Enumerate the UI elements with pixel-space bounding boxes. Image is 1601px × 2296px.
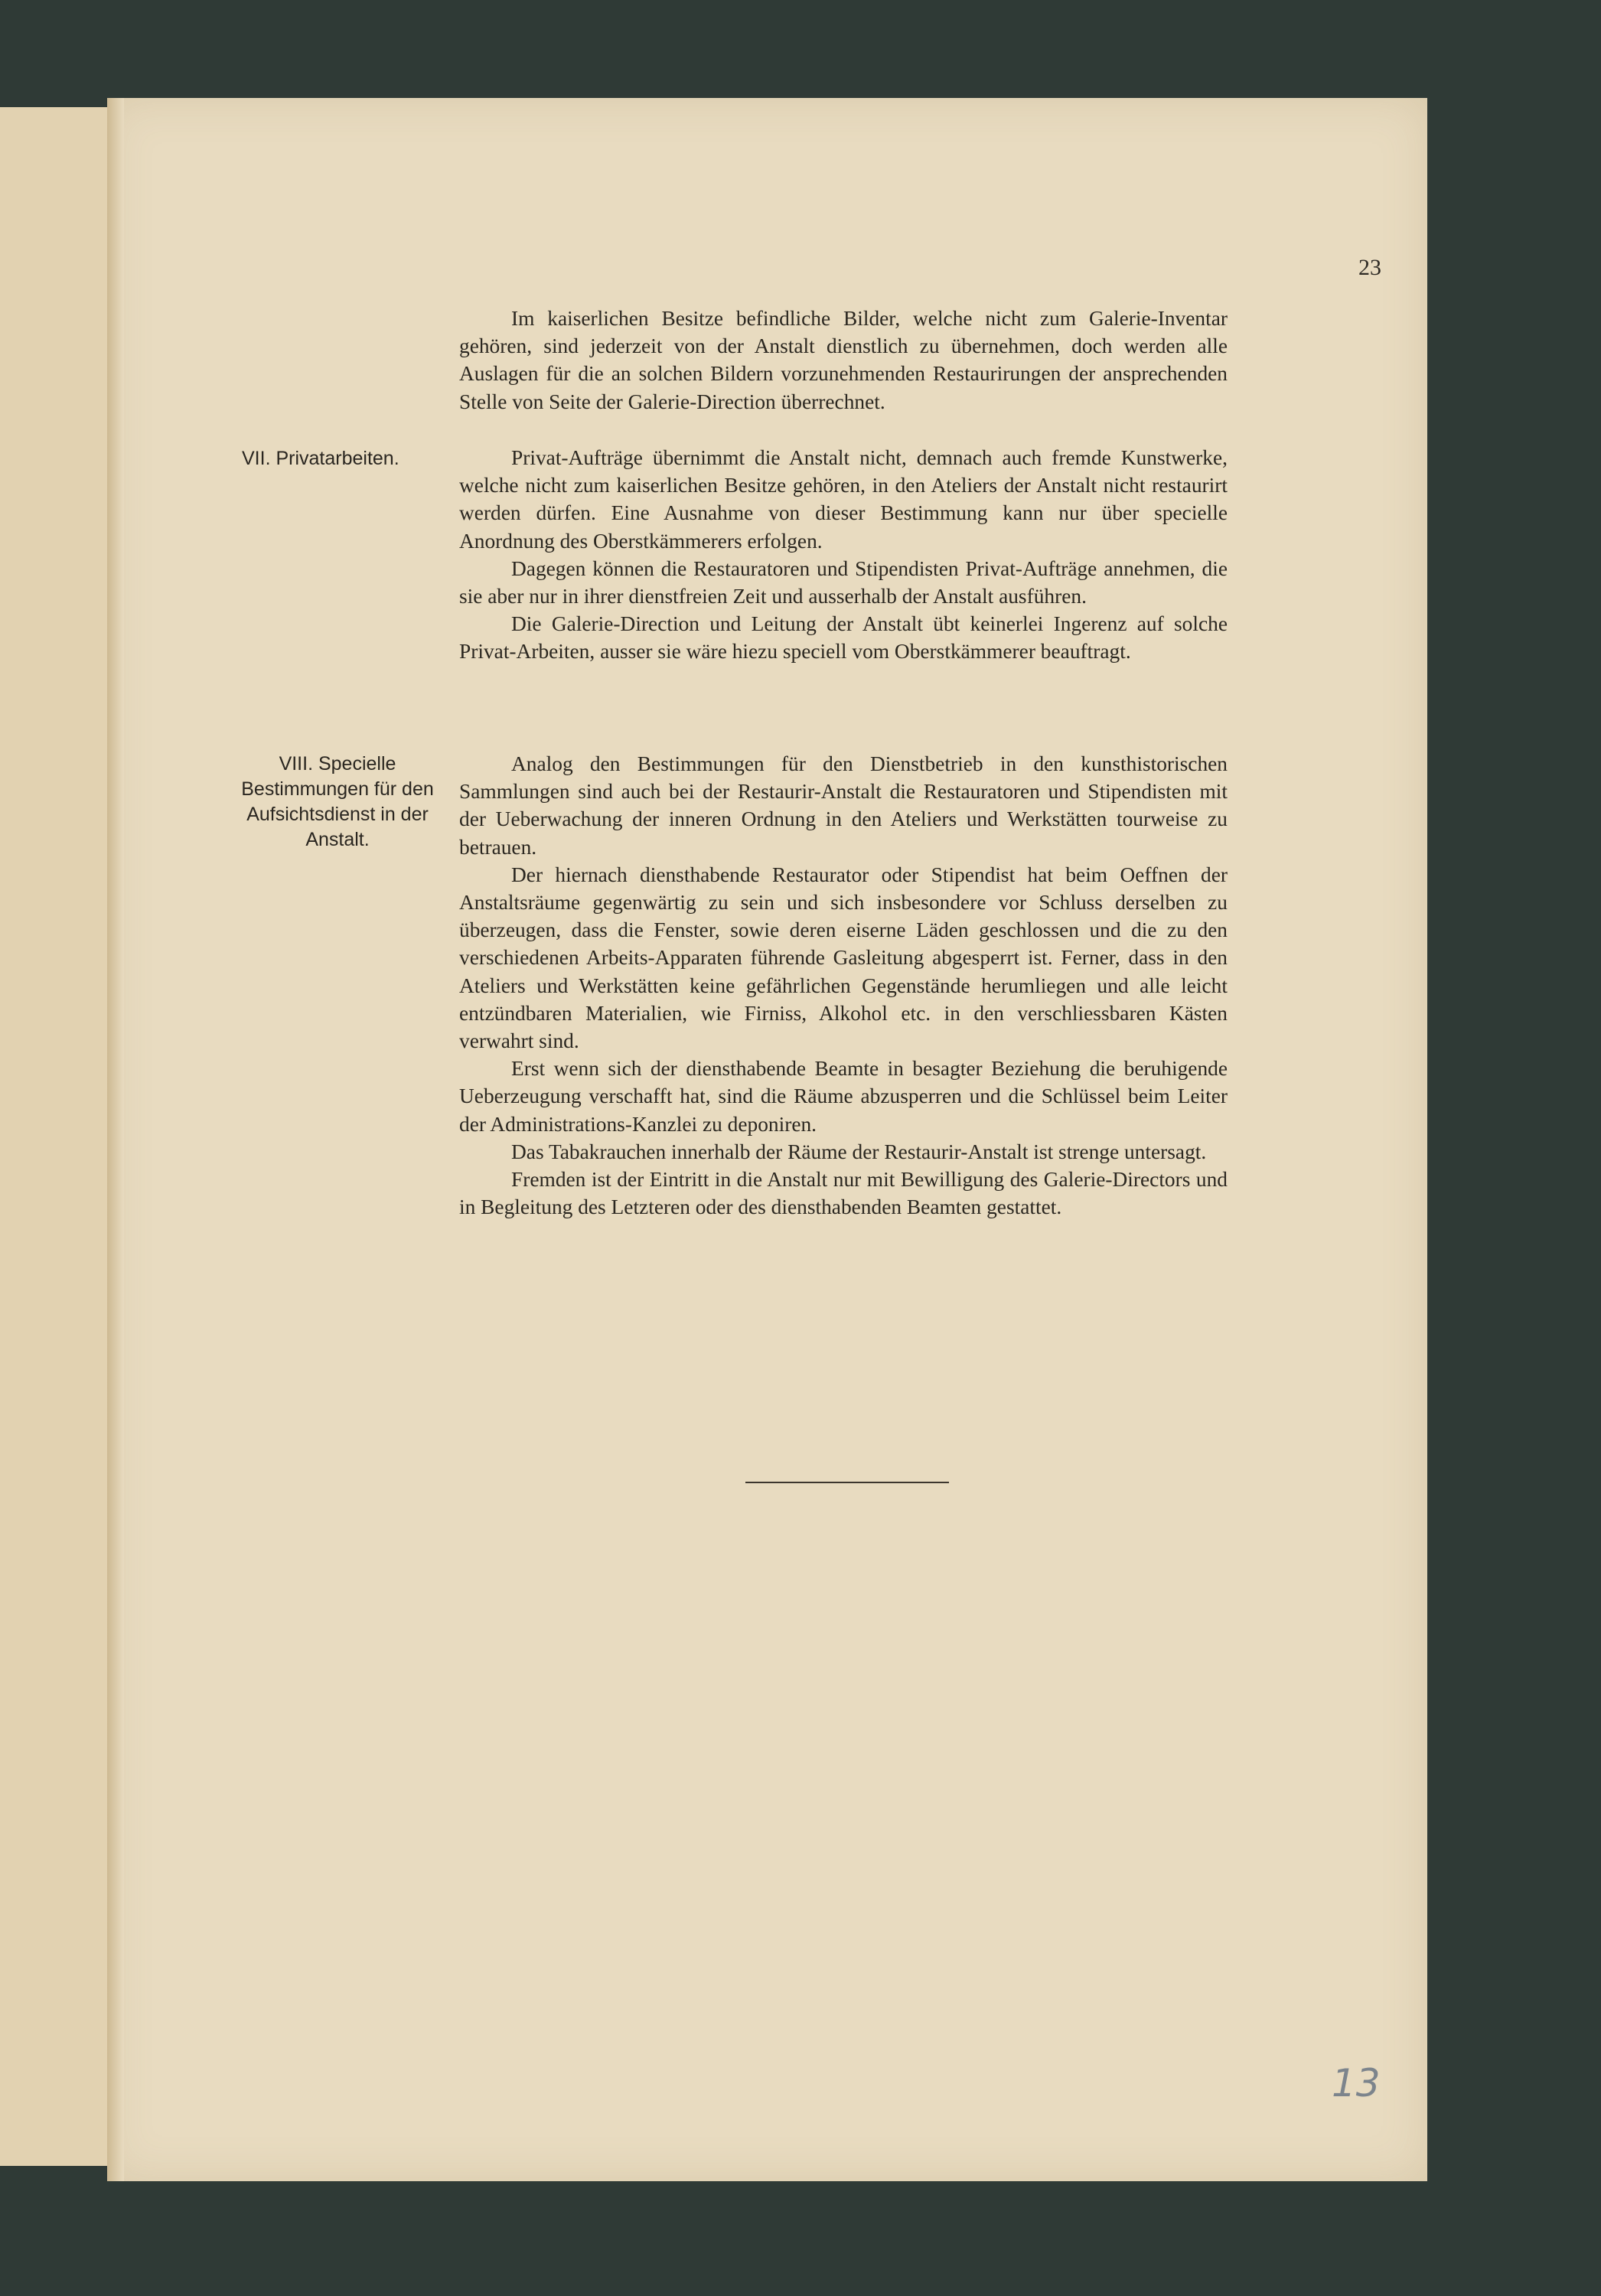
section-vii-paragraph: Privat-Aufträge übernimmt die Anstalt nicht, demnach auch fremde Kunstwerke, welche nicht zum kaiserlichen Besitze gehören, in den Ateliers der Anstalt nicht restaurirt werden dürfen. Eine Ausnahme von dieser Bestimmung kann nur über specielle Anordnung des Oberstkämmerers erfolgen. [459,446,1228,553]
document-page [107,98,1427,2181]
section-viii-paragraph: Fremden ist der Eintritt in die Anstalt nur mit Bewilligung des Galerie-Directors und in Begleitung des Letzteren oder des diensthabenden Beamten gestattet. [459,1168,1228,1219]
handwritten-archive-number: 13 [1332,2061,1381,2105]
section-vii-body [459,444,1228,666]
previous-page-edge [0,107,116,2166]
section-viii-paragraph: Analog den Bestimmungen für den Dienstbetrieb in den kunsthistorischen Sammlungen sind auch bei der Restaurir-Anstalt die Restauratoren und Stipendisten mit der Ueberwachung der inneren Ordnung in den Ateliers und Werkstätten tourweise zu betrauen. [459,752,1228,859]
intro-paragraph: Im kaiserlichen Besitze befindliche Bilder, welche nicht zum Galerie-Inventar gehören, sind jederzeit von der Anstalt dienstlich zu übernehmen, doch werden alle Auslagen für die an solchen Bildern vorzunehmenden Restaurirungen der ansprechenden Stelle von Seite der Galerie-Direction überrechnet. [459,307,1228,413]
section-vii-paragraph: Dagegen können die Restauratoren und Stipendisten Privat-Aufträge annehmen, die sie aber nur in ihrer dienstfreien Zeit und ausserhalb der Anstalt ausführen. [459,556,1228,608]
section-viii-paragraph: Das Tabakrauchen innerhalb der Räume der Restaurir-Anstalt ist strenge untersagt. [511,1140,1207,1163]
section-vii-heading: VII. Privatarbeiten. [242,448,399,469]
end-separator-line [745,1482,949,1483]
page-number: 23 [1358,255,1381,280]
section-viii-paragraph: Der hiernach diensthabende Restaurator oder Stipendist hat beim Oeffnen der Anstaltsräume gegenwärtig zu sein und sich insbesondere vor Schluss derselben zu überzeugen, dass die Fenster, sowie deren eiserne Läden geschlossen und die zu den verschiedenen Arbeits-Apparaten führende Gasleitung abgesperrt ist. Ferner, dass in den Ateliers und Werkstätten keine gefährlichen Gegenstände herumliegen und alle leicht entzündbaren Materialien, wie Firniss, Alkohol etc. in den verschliessbaren Kästen verwahrt sind. [459,863,1228,1053]
section-viii-paragraph: Erst wenn sich der diensthabende Beamte in besagter Beziehung die beruhigende Ueberzeugung verschafft hat, sind die Räume abzusperren und die Schlüssel beim Leiter der Administrations-Kanzlei zu deponiren. [459,1057,1228,1136]
section-viii-body [459,750,1228,1221]
section-viii-heading: VIII. Specielle Bestimmungen für den Aufsichtsdienst in der Anstalt. [241,753,434,850]
section-vii-paragraph: Die Galerie-Direction und Leitung der Anstalt übt keinerlei Ingerenz auf solche Privat-Arbeiten, ausser sie wäre hiezu speciell vom Oberstkämmerer beauftragt. [459,612,1228,664]
intro-block [459,305,1228,416]
